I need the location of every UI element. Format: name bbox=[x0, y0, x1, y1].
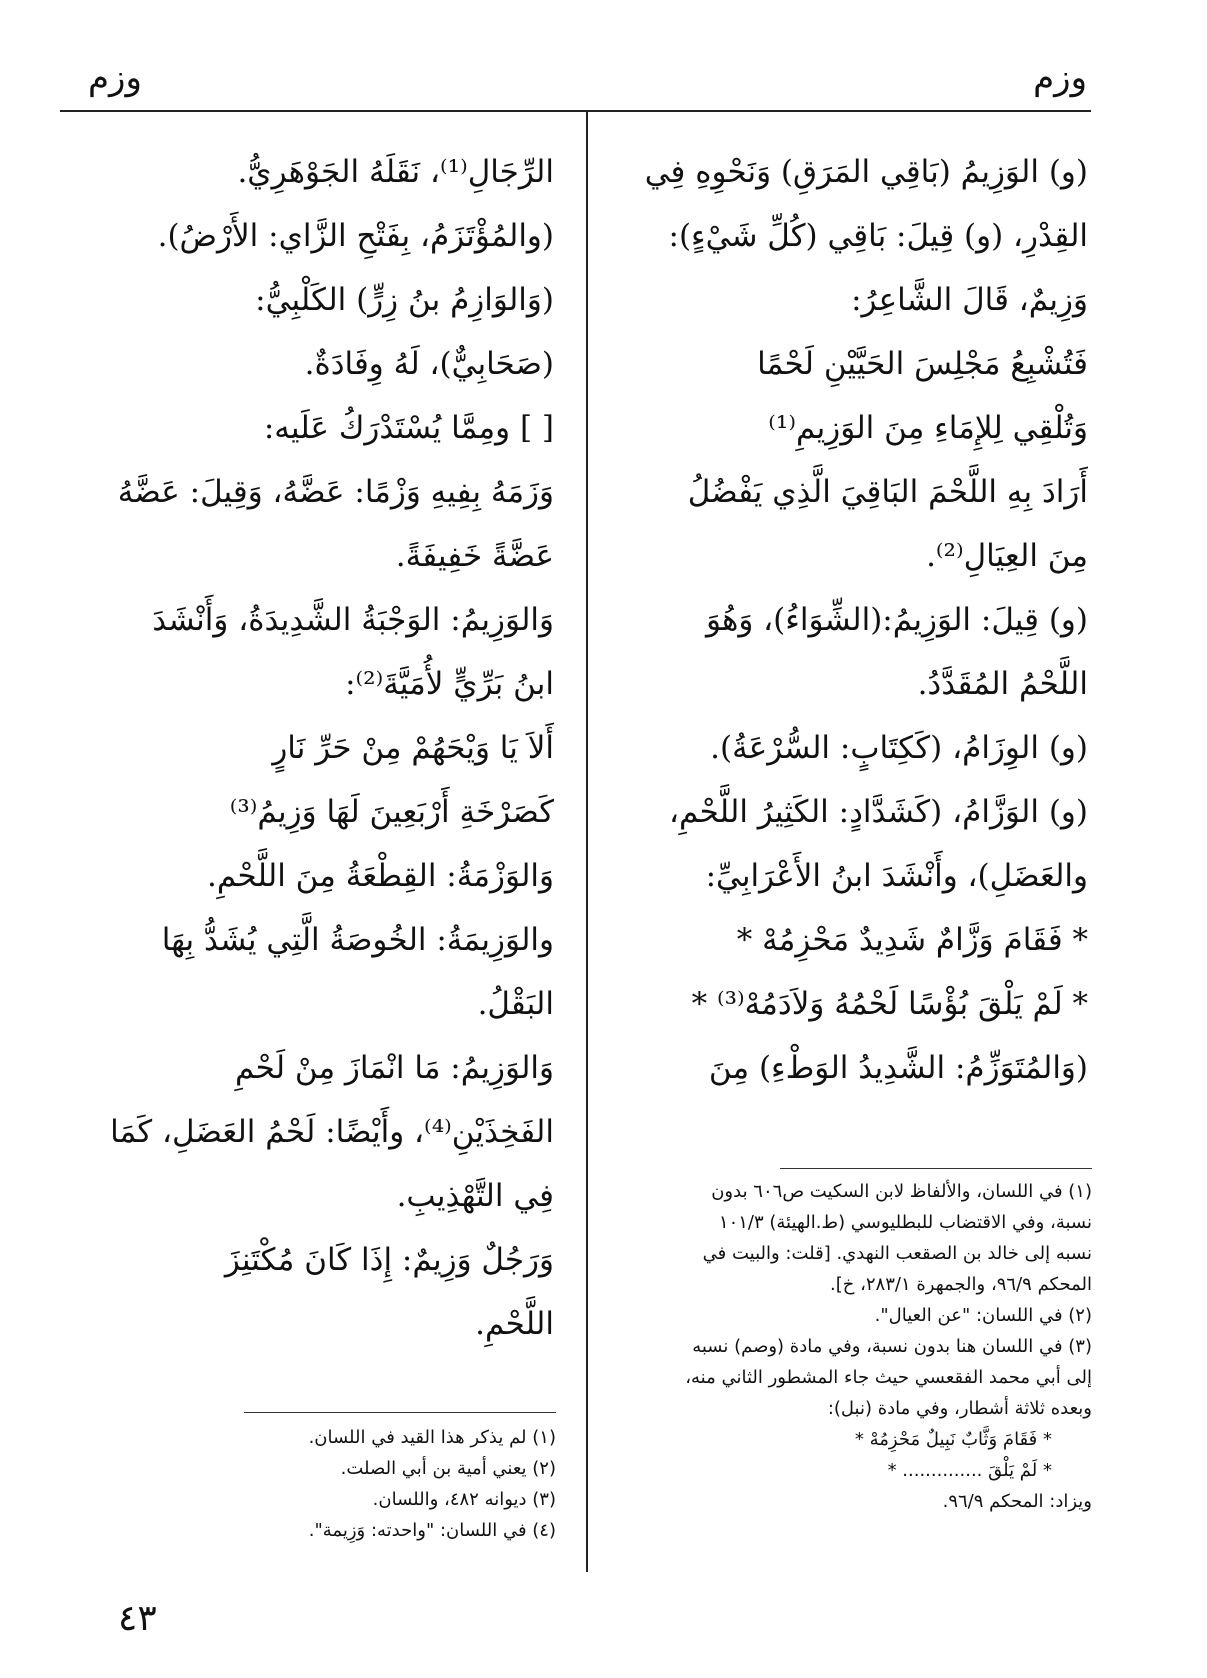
text-line: ابنُ بَرِّيٍّ لأُمَيَّةَ⁽²⁾: bbox=[345, 666, 554, 702]
verse-line: كَصَرْخَةِ أَرْبَعِينَ لَهَا وَزِيمُ⁽³⁾ bbox=[229, 794, 554, 830]
text-line: اللَّحْمِ. bbox=[475, 1306, 554, 1342]
text-line: فِي التَّهْذِيبِ. bbox=[396, 1178, 554, 1214]
text-line: (وَالوَازِمُ بنُ زِرٍّ) الكَلْبِيُّ: bbox=[255, 282, 554, 318]
text-line: (وَالمُتَوَزِّمُ: الشَّدِيدُ الوَطْءِ) مِنَ bbox=[708, 1050, 1088, 1086]
text-line: الرِّجَالِ⁽¹⁾، نَقَلَهُ الجَوْهَرِيُّ. bbox=[237, 154, 554, 190]
footnote-line: ويزاد: المحكم ٩٦/٩. bbox=[942, 1491, 1092, 1512]
text-line: وَالوَزْمَةُ: القِطْعَةُ مِنَ اللَّحْمِ. bbox=[206, 858, 554, 894]
text-line: (و) الوَزِيمُ (بَاقِي المَرَقِ) وَنَحْوِهِ فِي bbox=[644, 154, 1088, 190]
footnote-line: المحكم ٩٦/٩، والجمهرة ٢٨٣/١، خ]. bbox=[829, 1274, 1092, 1295]
footnote-rule-left bbox=[244, 1412, 556, 1413]
footnote-line: نسبة، وفي الاقتضاب للبطليوسي (ط.الهيئة) ١٠١/٣ bbox=[718, 1212, 1092, 1233]
left-column bbox=[78, 140, 554, 1356]
footnote-rule-right bbox=[780, 1168, 1092, 1169]
text-line: مِنَ العِيَالِ⁽²⁾. bbox=[926, 538, 1088, 574]
footnote-line: (١) في اللسان، والألفاظ لابن السكيت ص٦٠٦ بدون bbox=[711, 1181, 1092, 1202]
text-line: وَتُلْقِي لِلإِمَاءِ مِنَ الوَزِيمِ⁽¹⁾ bbox=[768, 410, 1088, 446]
text-line: (و) الوِزَامُ، (كَكِتَابٍ: السُّرْعَةُ). bbox=[710, 730, 1088, 766]
footnote-line: (١) لم يذكر هذا القيد في اللسان. bbox=[308, 1427, 556, 1448]
text-line: فَتُشْبِعُ مَجْلِسَ الحَيَّيْنِ لَحْمًا bbox=[757, 346, 1088, 382]
footnote-verse: * لَمْ يَلْقَ .............. * bbox=[887, 1460, 1052, 1481]
footnote-line: (٢) في اللسان: "عن العيال". bbox=[874, 1305, 1092, 1326]
text-line: وَرَجُلٌ وَزِيمٌ: إِذَا كَانَ مُكْتَنِزَ bbox=[224, 1242, 554, 1278]
text-line: [ ] ومِمَّا يُسْتَدْرَكُ عَلَيه: bbox=[263, 410, 554, 446]
text-line: (صَحَابِيٌّ)، لَهُ وِفَادَةٌ. bbox=[304, 346, 554, 382]
text-line: وَالوَزِيمُ: الوَجْبَةُ الشَّدِيدَةُ، وَأَنْشَدَ bbox=[152, 602, 554, 638]
text-line: (و) الوَزَّامُ، (كَشَدَّادٍ: الكَثِيرُ اللَّحْمِ، bbox=[668, 794, 1088, 830]
text-line: أَرَادَ بِهِ اللَّحْمَ البَاقِيَ الَّذِي يَفْضُلُ bbox=[687, 474, 1088, 510]
header-rule bbox=[60, 110, 1091, 112]
footnote-line: (٤) في اللسان: "واحدته: وَزِيمة". bbox=[308, 1520, 556, 1541]
text-line: والعَضَلِ)، وأَنْشَدَ ابنُ الأَعْرَابِيِّ: bbox=[705, 858, 1088, 894]
header-title-right: وزم bbox=[1033, 58, 1087, 98]
footnotes-right bbox=[626, 1176, 1092, 1517]
verse-line: أَلاَ يَا وَيْحَهُمْ مِنْ حَرِّ نَارٍ bbox=[272, 730, 554, 766]
text-line: وَالوَزِيمُ: مَا انْمَازَ مِنْ لَحْمِ bbox=[234, 1050, 554, 1086]
footnote-line: (٣) في اللسان هنا بدون نسبة، وفي مادة (وصم) نسبه bbox=[692, 1336, 1092, 1357]
footnotes-left bbox=[238, 1422, 556, 1546]
footnote-line: (٣) ديوانه ٤٨٢، واللسان. bbox=[372, 1489, 556, 1510]
verse-line: * فَقَامَ وَزَّامٌ شَدِيدٌ مَحْزِمُهْ * bbox=[736, 922, 1088, 958]
text-line: (و) قِيلَ: الوَزِيمُ:(الشِّوَاءُ)، وَهُوَ bbox=[705, 602, 1088, 638]
header-title-left: وزم bbox=[88, 58, 142, 98]
text-line: الفَخِذَيْنِ⁽⁴⁾، وأَيْضًا: لَحْمُ العَضَلِ، كَمَا bbox=[110, 1114, 554, 1150]
page-number: ٤٣ bbox=[118, 1598, 157, 1639]
verse-line: * لَمْ يَلْقَ بُؤْسًا لَحْمُهُ وَلاَدَمُهْ⁽³⁾ * bbox=[691, 986, 1088, 1022]
text-line: وَزَمَهُ بِفِيهِ وَزْمًا: عَضَّهُ، وَقِيلَ: عَضَّهُ bbox=[117, 474, 554, 510]
text-line: وَزِيمٌ، قَالَ الشَّاعِرُ: bbox=[851, 282, 1088, 318]
footnote-line: (٢) يعني أمية بن أبي الصلت. bbox=[340, 1458, 556, 1479]
text-line: القِدْرِ، (و) قِيلَ: بَاقِي (كُلِّ شَيْءٍ): bbox=[668, 218, 1088, 254]
text-line: والوَزِيمَةُ: الخُوصَةُ الَّتِي يُشَدُّ بِهَا bbox=[161, 922, 554, 958]
text-line: اللَّحْمُ المُقَدَّدُ. bbox=[917, 666, 1088, 702]
right-column bbox=[628, 140, 1088, 1100]
text-line: (والمُؤْتَزَمُ، بِفَتْحِ الزَّاي: الأَرْضُ). bbox=[157, 218, 554, 254]
text-line: البَقْلُ. bbox=[477, 986, 554, 1022]
text-line: عَضَّةً خَفِيفَةً. bbox=[395, 538, 554, 574]
footnote-verse: * فَقَامَ وَثَّابٌ نَبِيلٌ مَحْزِمُهْ * bbox=[854, 1429, 1052, 1450]
footnote-line: وبعده ثلاثة أشطار، وفي مادة (نبل): bbox=[827, 1398, 1092, 1419]
footnote-line: إلى أبي محمد الفقعسي حيث جاء المشطور الثاني منه، bbox=[685, 1367, 1092, 1388]
footnote-line: نسبه إلى خالد بن الصقعب النهدي. [قلت: والبيت في bbox=[702, 1243, 1092, 1264]
column-divider bbox=[586, 112, 588, 1572]
